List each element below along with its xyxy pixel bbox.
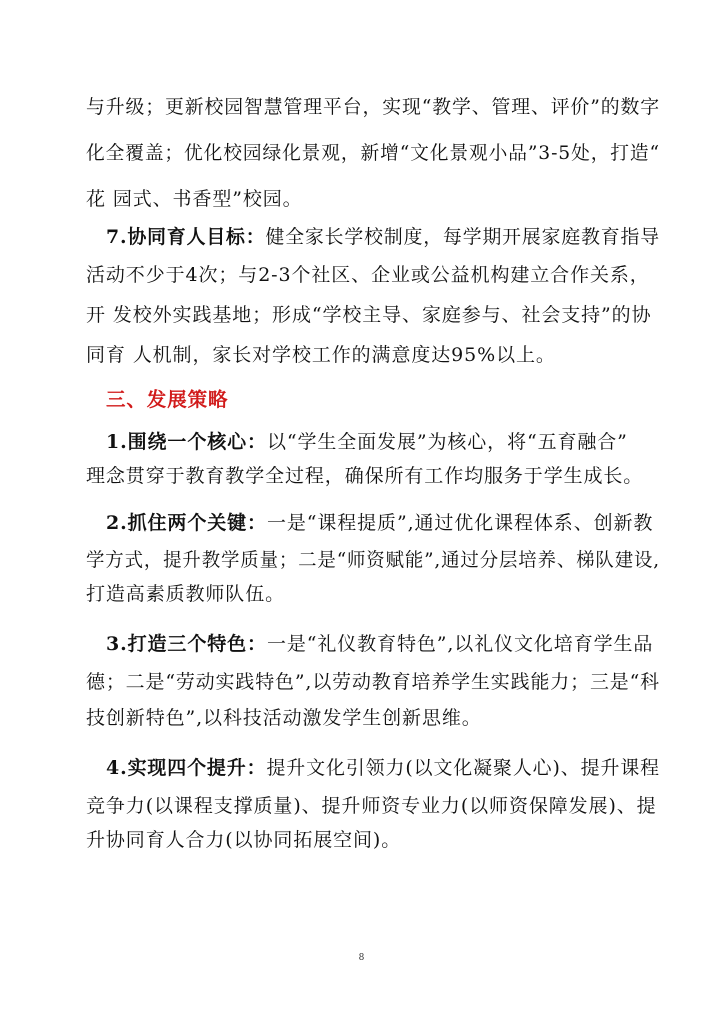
continuation-line-2: 化全覆盖；优化校园绿化景观，新增“文化景观小品”3-5处，打造“ [86, 142, 660, 164]
strategy1-text: 以“学生全面发展”为核心，将“五育融合” [266, 431, 628, 453]
strategy4-text: 提升文化引领力(以文化凝聚人心)、提升课程 [266, 757, 661, 779]
strategy4-line-2: 竞争力(以课程支撑质量)、提升师资专业力(以师资保障发展)、提 [86, 795, 657, 817]
strategy3-text: 一是“礼仪教育特色”,以礼仪文化培育学生品 [266, 633, 654, 655]
goal7-line-2: 活动不少于4次；与2-3个社区、企业或公益机构建立合作关系， [86, 264, 650, 286]
strategy2-line-2: 学方式，提升教学质量；二是“师资赋能”,通过分层培养、梯队建设, [86, 549, 661, 571]
strategy2-line-3: 打造高素质教师队伍。 [86, 583, 286, 605]
strategy3-line-3: 技创新特色”,以科技活动激发学生创新思维。 [86, 707, 482, 729]
strategy1-line-1 [106, 428, 628, 456]
section-heading: 三、发展策略 [106, 388, 229, 411]
continuation-line-3: 花 园式、书香型”校园。 [86, 188, 303, 210]
strategy4-line-3: 升协同育人合力(以协同拓展空间)。 [86, 829, 402, 851]
strategy1-line-2: 理念贯穿于教育教学全过程，确保所有工作均服务于学生成长。 [86, 465, 644, 487]
strategy3-title: 3.打造三个特色： [106, 633, 267, 655]
strategy2-title: 2.抓住两个关键： [106, 512, 267, 534]
strategy3-line-1 [106, 630, 653, 658]
goal7-line-1 [106, 223, 660, 251]
goal7-line-3: 开 发校外实践基地；形成“学校主导、家庭参与、社会支持”的协 [86, 304, 652, 326]
strategy2-text: 一是“课程提质”,通过优化课程体系、创新教 [266, 512, 654, 534]
goal7-line-4: 同育 人机制，家长对学校工作的满意度达95%以上。 [86, 344, 556, 366]
strategy3-line-2: 德；二是“劳动实践特色”,以劳动教育培养学生实践能力；三是“科 [86, 671, 661, 693]
strategy1-title: 1.围绕一个核心： [106, 431, 267, 453]
page-number: 8 [358, 953, 365, 963]
strategy2-line-1 [106, 509, 653, 537]
strategy4-title: 4.实现四个提升： [106, 757, 267, 779]
strategy4-line-1 [106, 754, 660, 782]
continuation-line-1: 与升级；更新校园智慧管理平台，实现“教学、管理、评价”的数字 [86, 96, 660, 118]
goal7-text: 健全家长学校制度，每学期开展家庭教育指导 [265, 226, 660, 248]
goal7-title: 7.协同育人目标： [106, 226, 266, 248]
